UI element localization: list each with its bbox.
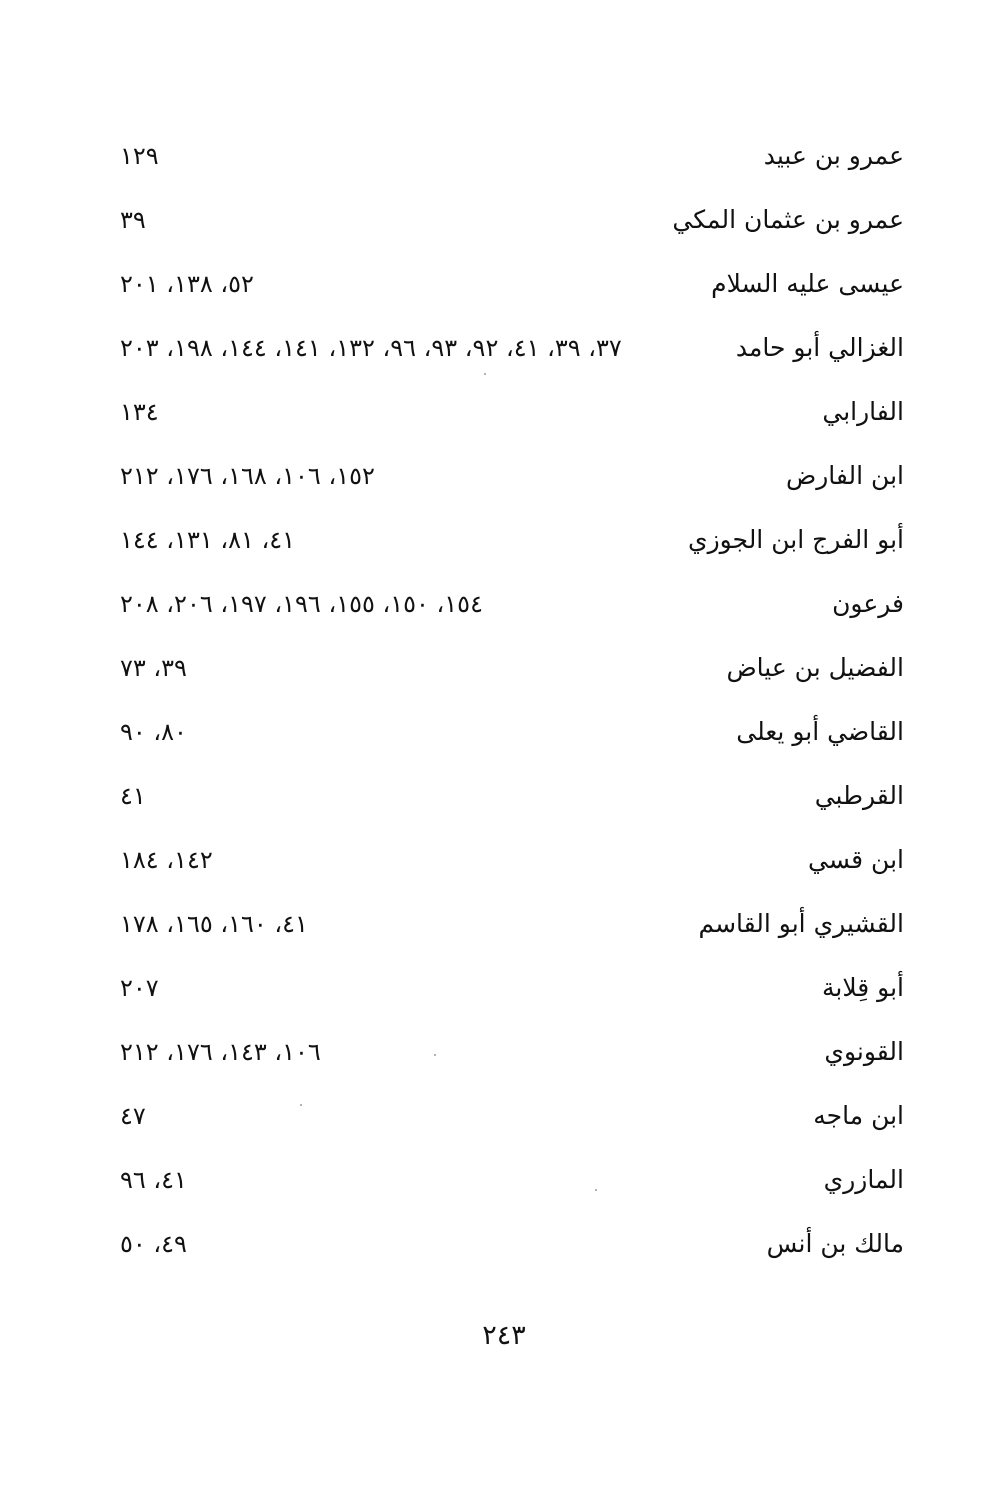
index-entry [0, 1086, 1008, 1150]
entry-name: ابن قسي [808, 845, 904, 874]
index-entry [0, 702, 1008, 766]
entry-pages: ١٣٤ [120, 398, 159, 426]
entry-name: أبو الفرج ابن الجوزي [688, 525, 904, 554]
entry-pages: ١٤٢، ١٨٤ [120, 846, 213, 874]
index-entry [0, 830, 1008, 894]
entry-name: الفارابي [822, 397, 904, 426]
index-entry [0, 510, 1008, 574]
entry-name: القرطبي [814, 781, 904, 810]
index-entry [0, 574, 1008, 638]
index-entry [0, 894, 1008, 958]
index-list [0, 126, 1008, 1278]
entry-pages: ٣٩، ٧٣ [120, 654, 187, 682]
entry-name: مالك بن أنس [766, 1229, 904, 1258]
entry-name: القونوي [824, 1037, 904, 1066]
entry-pages: ١٥٤، ١٥٠، ١٥٥، ١٩٦، ١٩٧، ٢٠٦، ٢٠٨ [120, 590, 483, 618]
entry-name: الفضيل بن عياض [726, 653, 904, 682]
entry-pages: ٢٠٧ [120, 974, 159, 1002]
entry-name: فرعون [832, 589, 904, 618]
entry-pages: ٤١، ١٦٠، ١٦٥، ١٧٨ [120, 910, 308, 938]
index-entry [0, 446, 1008, 510]
scan-speck [300, 1104, 302, 1106]
entry-name: الغزالي أبو حامد [735, 333, 904, 362]
page-number: ٢٤٣ [482, 1320, 526, 1351]
entry-pages: ١٢٩ [120, 142, 159, 170]
index-entry [0, 1022, 1008, 1086]
entry-name: أبو قِلابة [822, 973, 904, 1002]
index-entry [0, 382, 1008, 446]
entry-name: القشيري أبو القاسم [698, 909, 904, 938]
entry-name: ابن ماجه [813, 1101, 904, 1130]
scan-speck [595, 1189, 597, 1191]
scan-speck [484, 373, 486, 375]
entry-name: القاضي أبو يعلى [736, 717, 904, 746]
index-entry [0, 318, 1008, 382]
entry-pages: ٣٧، ٣٩، ٤١، ٩٢، ٩٣، ٩٦، ١٣٢، ١٤١، ١٤٤، ١٩٨، ٢٠٣ [120, 334, 622, 362]
entry-pages: ٥٢، ١٣٨، ٢٠١ [120, 270, 254, 298]
entry-name: المازري [823, 1165, 904, 1194]
index-entry [0, 1214, 1008, 1278]
entry-name: عمرو بن عثمان المكي [672, 205, 904, 234]
scan-speck [434, 1054, 436, 1056]
entry-pages: ٣٩ [120, 206, 146, 234]
index-entry [0, 254, 1008, 318]
entry-pages: ٤١، ٨١، ١٣١، ١٤٤ [120, 526, 296, 554]
entry-name: ابن الفارض [785, 461, 904, 490]
index-entry [0, 638, 1008, 702]
entry-pages: ٤١، ٩٦ [120, 1166, 187, 1194]
entry-name: عمرو بن عبيد [763, 141, 904, 170]
entry-pages: ٨٠، ٩٠ [120, 718, 187, 746]
index-entry [0, 766, 1008, 830]
index-entry [0, 126, 1008, 190]
index-entry [0, 958, 1008, 1022]
entry-pages: ١٠٦، ١٤٣، ١٧٦، ٢١٢ [120, 1038, 321, 1066]
entry-pages: ٤١ [120, 782, 146, 810]
entry-pages: ٤٩، ٥٠ [120, 1230, 187, 1258]
index-entry [0, 190, 1008, 254]
index-entry [0, 1150, 1008, 1214]
entry-pages: ٤٧ [120, 1102, 146, 1130]
entry-pages: ١٥٢، ١٠٦، ١٦٨، ١٧٦، ٢١٢ [120, 462, 375, 490]
entry-name: عيسى عليه السلام [711, 269, 904, 298]
